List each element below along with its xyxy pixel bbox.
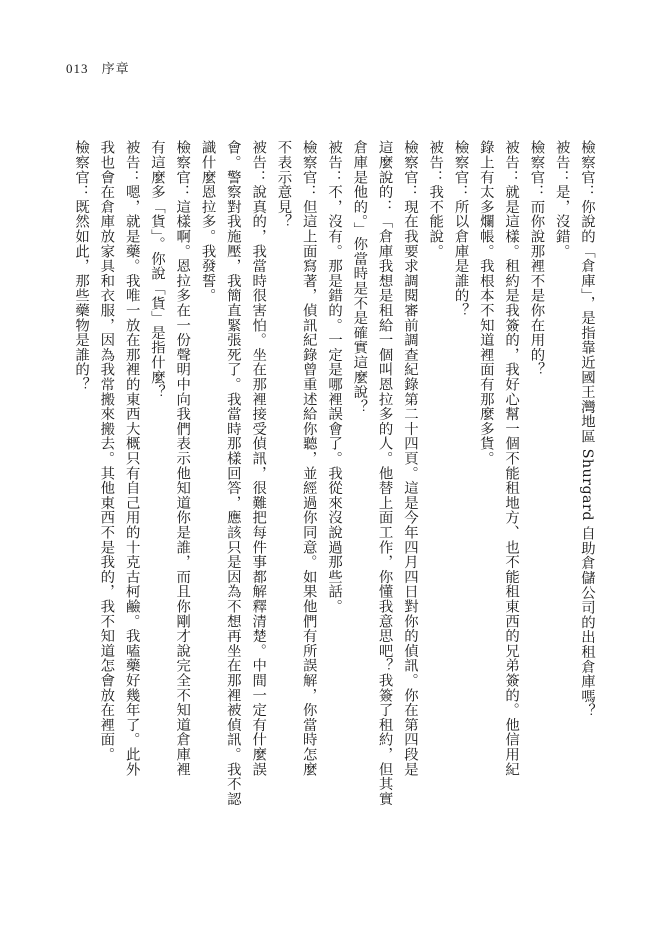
page-number: 013 xyxy=(66,61,89,76)
text-line: 會。警察對我施壓，我簡直緊張死了。我當時那樣回答，應該只是因為不想再坐在那裡被偵訊。我不認 xyxy=(224,140,241,806)
text-line: 倉庫是他的。」你當時是不是確實這麼說？ xyxy=(351,140,368,414)
text-line: 檢察官：現在我要求調閱審前調查紀錄第二十四頁。這是今年四月四日對你的偵訊。你在第四段是 xyxy=(401,140,418,777)
page-header xyxy=(66,58,130,77)
text-line: 這麼說的：「倉庫我想是租給一個叫恩拉多的人。他替上面工作，你懂我意思吧？我簽了租約，但其實 xyxy=(376,140,393,806)
text-line: 不表示意見？ xyxy=(275,140,292,229)
text-line: 檢察官：這樣啊。恩拉多在一份聲明中向我們表示他知道你是誰，而且你剛才說完全不知道倉庫裡 xyxy=(174,140,191,777)
text-line: 被告：是，沒錯。 xyxy=(553,140,570,259)
text-line: 檢察官：所以倉庫是誰的？ xyxy=(452,140,469,318)
body-text xyxy=(68,140,599,900)
text-line: 被告：說真的，我當時很害怕。坐在那裡接受偵訊，很難把每件事都解釋清楚。中間一定有什麼誤 xyxy=(250,140,267,777)
text-line: 錄上有太多爛帳。我根本不知道裡面有那麼多貨。 xyxy=(477,140,494,466)
text-line: 檢察官：你說的「倉庫」，是指靠近國王灣地區 Shurgard 自助倉儲公司的出租倉庫嗎？ xyxy=(579,140,595,719)
text-line: 檢察官：但這上面寫著，偵訊紀錄曾重述給你聽，並經過你同意。如果他們有所誤解，你當時怎麼 xyxy=(300,140,317,777)
text-line: 識什麼恩拉多。我發誓。 xyxy=(199,140,216,303)
text-line: 被告：嗯，就是藥。我唯一放在那裡的東西大概只有自己用的十克古柯鹼。我嗑藥好幾年了。此外 xyxy=(123,140,140,777)
text-line: 檢察官：而你說那裡不是你在用的？ xyxy=(528,140,545,377)
text-line: 被告：就是這樣。租約是我簽的，我好心幫一個不能租地方、也不能租東西的兄弟簽的。他信用紀 xyxy=(503,140,520,777)
text-line: 被告：我不能說。 xyxy=(427,140,444,259)
section-title: 序章 xyxy=(101,62,130,77)
text-line: 有這麼多「貨」。你說「貨」是指什麼？ xyxy=(148,140,165,400)
text-line: 檢察官：既然如此，那些藥物是誰的？ xyxy=(73,140,90,392)
text-line: 被告：不，沒有。那是錯的。一定是哪裡誤會了。我從來沒說過那些話。 xyxy=(326,140,343,614)
text-line: 我也會在倉庫放家具和衣服，因為我常搬來搬去。其他東西不是我的，我不知道怎會放在裡面。 xyxy=(98,140,115,762)
